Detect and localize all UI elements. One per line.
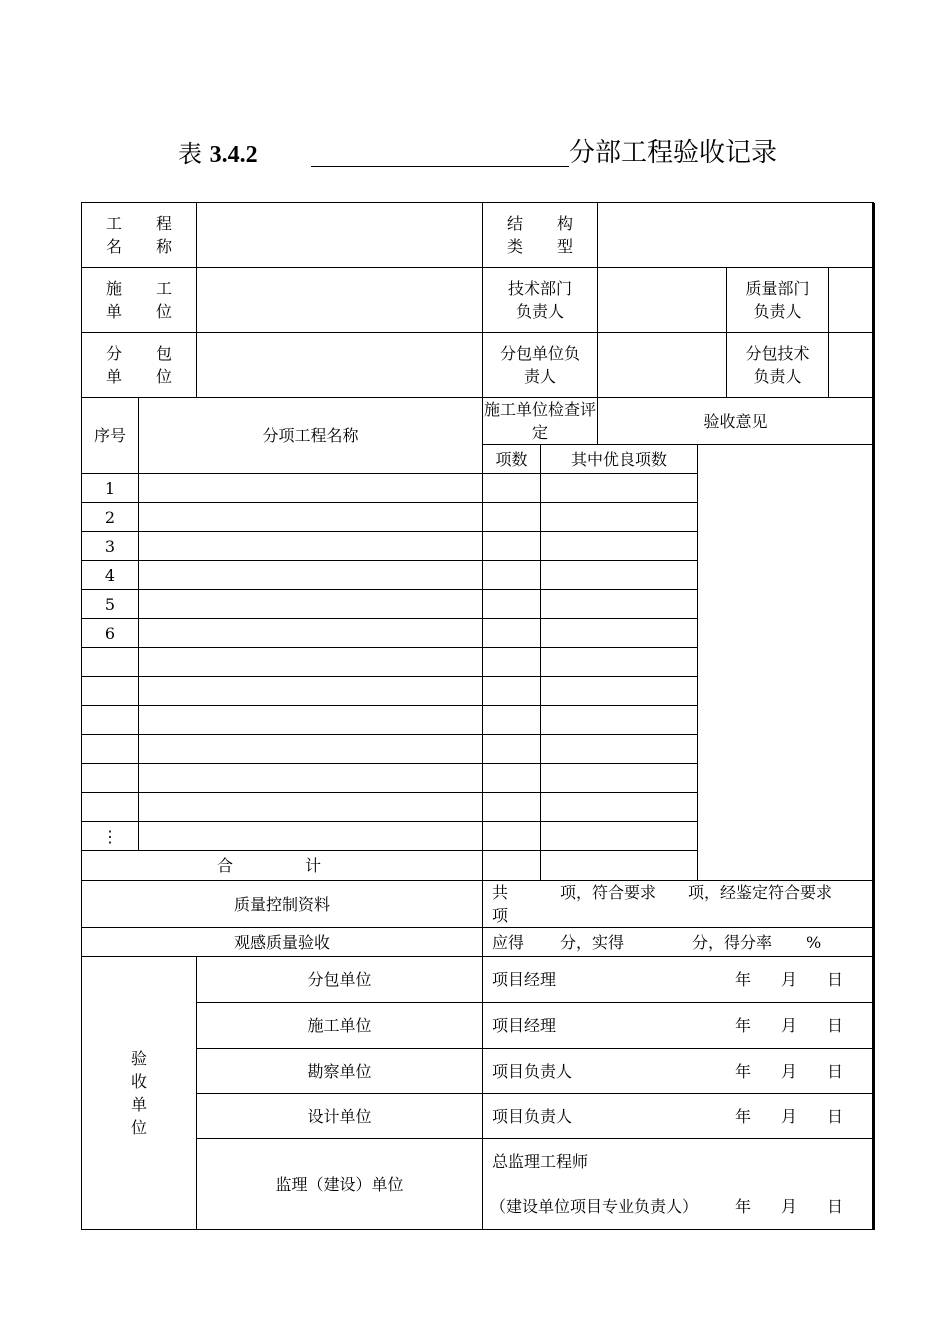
row-excellent[interactable] xyxy=(541,590,698,619)
row-count[interactable] xyxy=(483,503,541,532)
row-seq xyxy=(82,735,139,764)
row-item-name[interactable] xyxy=(139,822,483,851)
row-seq: ⋮ xyxy=(82,822,139,851)
quality-docs-field[interactable]: 共 项，符合要求 项，经鉴定符合要求项 xyxy=(483,881,874,928)
opinion-header: 验收意见 xyxy=(598,398,874,445)
inspection-header: 施工单位检查评定 xyxy=(483,398,598,445)
structure-type-label: 结 构 类 型 xyxy=(483,203,598,268)
row-excellent[interactable] xyxy=(541,822,698,851)
total-excellent[interactable] xyxy=(541,851,698,881)
row-count[interactable] xyxy=(483,735,541,764)
unit-name: 设计单位 xyxy=(197,1094,483,1139)
date-line: 年 月 日 xyxy=(734,970,843,989)
date-line: 年 月 日 xyxy=(734,1061,843,1081)
row-item-name[interactable] xyxy=(139,764,483,793)
row-count[interactable] xyxy=(483,822,541,851)
row-seq xyxy=(82,764,139,793)
unit-name: 分包单位 xyxy=(197,957,483,1003)
visual-quality-label: 观感质量验收 xyxy=(82,928,483,957)
row-seq xyxy=(82,793,139,822)
row-excellent[interactable] xyxy=(541,677,698,706)
row-excellent[interactable] xyxy=(541,561,698,590)
subcontract-unit-field[interactable] xyxy=(197,333,483,398)
row-seq: 2 xyxy=(82,503,139,532)
project-name-label: 工 程 名 称 xyxy=(82,203,197,268)
row-excellent[interactable] xyxy=(541,619,698,648)
row-item-name[interactable] xyxy=(139,532,483,561)
excellent-header: 其中优良项数 xyxy=(541,445,698,474)
row-excellent[interactable] xyxy=(541,793,698,822)
row-item-name[interactable] xyxy=(139,474,483,503)
form-title xyxy=(0,130,950,170)
row-excellent[interactable] xyxy=(541,764,698,793)
unit-signature-field[interactable]: 项目负责人 年 月 日 xyxy=(483,1094,874,1139)
row-count[interactable] xyxy=(483,677,541,706)
sub-unit-head-label: 分包单位负 责人 xyxy=(483,333,598,398)
row-seq: 4 xyxy=(82,561,139,590)
date-line: 年 月 日 xyxy=(734,1106,843,1126)
row-item-name[interactable] xyxy=(139,503,483,532)
sub-tech-head-label: 分包技术 负责人 xyxy=(727,333,829,398)
row-seq xyxy=(82,706,139,735)
row-seq xyxy=(82,677,139,706)
opinion-field[interactable] xyxy=(698,445,874,881)
acceptance-units-label: 验 收 单 位 xyxy=(82,957,197,1230)
row-seq: 5 xyxy=(82,590,139,619)
row-seq: 6 xyxy=(82,619,139,648)
unit-name: 监理（建设）单位 xyxy=(197,1139,483,1230)
row-count[interactable] xyxy=(483,619,541,648)
row-item-name[interactable] xyxy=(139,793,483,822)
row-item-name[interactable] xyxy=(139,561,483,590)
construction-unit-field[interactable] xyxy=(197,268,483,333)
unit-name: 施工单位 xyxy=(197,1003,483,1049)
seq-header: 序号 xyxy=(82,398,139,474)
row-item-name[interactable] xyxy=(139,735,483,764)
total-label: 合 计 xyxy=(82,851,483,881)
structure-type-field[interactable] xyxy=(598,203,874,268)
row-excellent[interactable] xyxy=(541,532,698,561)
sub-unit-head-field[interactable] xyxy=(598,333,727,398)
row-count[interactable] xyxy=(483,648,541,677)
unit-signature-field[interactable]: 项目经理 年 月 日 xyxy=(483,957,874,1003)
supervision-signature-field[interactable]: 总监理工程师 （建设单位项目专业负责人） 年 月 日 xyxy=(483,1139,874,1230)
date-line: 年 月 日 xyxy=(734,1197,843,1216)
row-count[interactable] xyxy=(483,532,541,561)
row-item-name[interactable] xyxy=(139,619,483,648)
unit-signature-field[interactable]: 项目经理 年 月 日 xyxy=(483,1003,874,1049)
row-count[interactable] xyxy=(483,590,541,619)
tech-dept-head-label: 技术部门 负责人 xyxy=(483,268,598,333)
row-item-name[interactable] xyxy=(139,590,483,619)
date-line: 年 月 日 xyxy=(734,1016,843,1035)
row-count[interactable] xyxy=(483,474,541,503)
row-excellent[interactable] xyxy=(541,735,698,764)
table-number: 表 3.4.2 xyxy=(178,140,258,168)
row-count[interactable] xyxy=(483,561,541,590)
count-header: 项数 xyxy=(483,445,541,474)
row-count[interactable] xyxy=(483,706,541,735)
construction-unit-label: 施 工 单 位 xyxy=(82,268,197,333)
row-item-name[interactable] xyxy=(139,677,483,706)
row-seq xyxy=(82,648,139,677)
tech-dept-head-field[interactable] xyxy=(598,268,727,333)
sub-tech-head-field[interactable] xyxy=(829,333,874,398)
row-excellent[interactable] xyxy=(541,706,698,735)
quality-dept-head-label: 质量部门 负责人 xyxy=(727,268,829,333)
quality-dept-head-field[interactable] xyxy=(829,268,874,333)
row-excellent[interactable] xyxy=(541,503,698,532)
project-name-blank[interactable] xyxy=(311,166,569,167)
subcontract-unit-label: 分 包 单 位 xyxy=(82,333,197,398)
item-name-header: 分项工程名称 xyxy=(139,398,483,474)
row-seq: 1 xyxy=(82,474,139,503)
unit-signature-field[interactable]: 项目负责人 年 月 日 xyxy=(483,1049,874,1094)
row-item-name[interactable] xyxy=(139,648,483,677)
acceptance-record-table xyxy=(81,202,875,1230)
row-excellent[interactable] xyxy=(541,474,698,503)
row-item-name[interactable] xyxy=(139,706,483,735)
project-name-field[interactable] xyxy=(197,203,483,268)
form-name: 分部工程验收记录 xyxy=(569,138,778,168)
total-count[interactable] xyxy=(483,851,541,881)
unit-name: 勘察单位 xyxy=(197,1049,483,1094)
row-count[interactable] xyxy=(483,764,541,793)
row-count[interactable] xyxy=(483,793,541,822)
row-seq: 3 xyxy=(82,532,139,561)
row-excellent[interactable] xyxy=(541,648,698,677)
quality-docs-label: 质量控制资料 xyxy=(82,881,483,928)
visual-quality-field[interactable]: 应得 分，实得 分，得分率 % xyxy=(483,928,874,957)
